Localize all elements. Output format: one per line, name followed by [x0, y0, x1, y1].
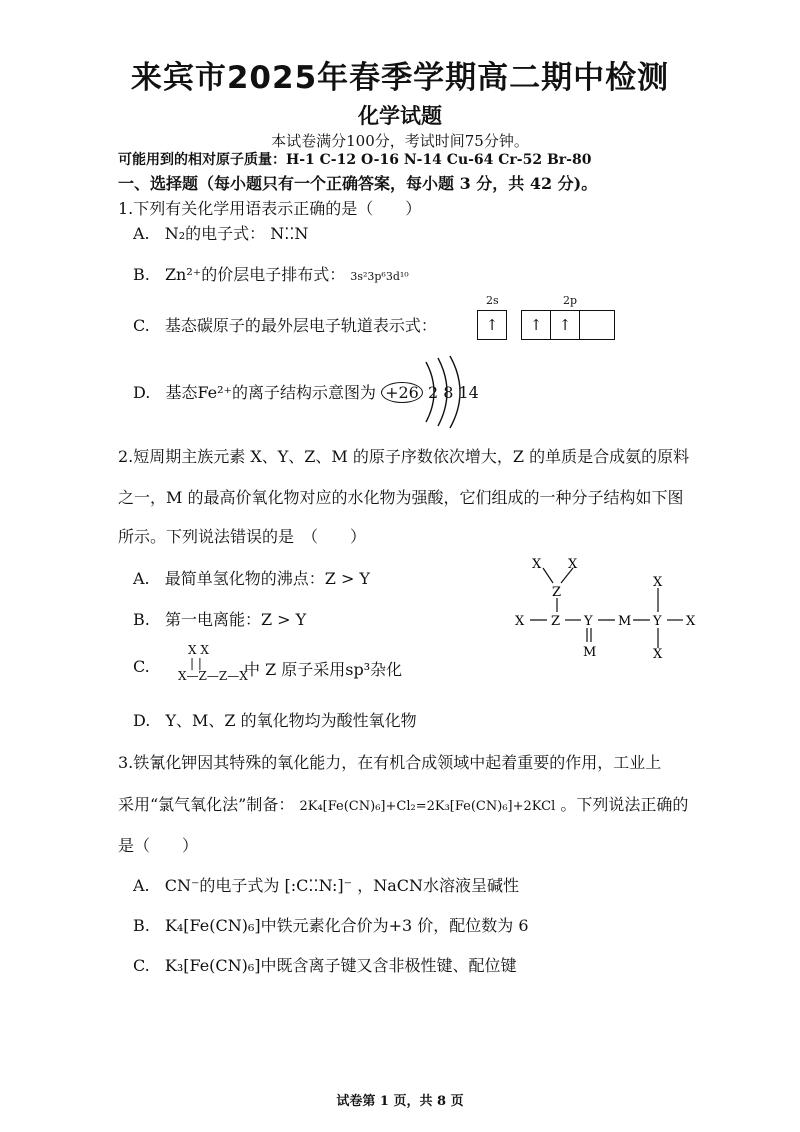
- struct-m-center: M: [618, 614, 632, 629]
- q3-line2-pre: 采用“氯气氧化法”制备：: [118, 795, 295, 814]
- q1-d-label: D.: [133, 383, 151, 402]
- mol-chain-row: X—Z—Z—X: [178, 669, 248, 683]
- orbital-arrow: ↑: [529, 316, 543, 334]
- orbital-arrow: ↑: [558, 316, 572, 334]
- q1-c-label: C.: [133, 316, 150, 335]
- orbital-2p-label: 2p: [563, 294, 578, 307]
- struct-x1: X: [532, 557, 542, 572]
- struct-x-right: X: [686, 614, 696, 629]
- q2-d-label: D.: [133, 711, 151, 730]
- q3-option-b: [133, 913, 529, 936]
- mol-top-row: X X: [188, 643, 209, 657]
- exam-title: 来宾市2025年春季学期高二期中检测: [130, 60, 670, 96]
- orbital-2p-box-2: [550, 310, 580, 340]
- fe-shells: 2 8 14: [427, 383, 479, 402]
- struct-y1: Y: [584, 614, 593, 629]
- orbital-2s-box: [477, 310, 507, 340]
- ion-shell-arcs: [420, 352, 480, 432]
- q3-line1: 3.铁氰化钾因其特殊的氧化能力，在有机合成领域中起着重要的作用，工业上: [118, 753, 662, 772]
- exam-info: 本试卷满分100分，考试时间75分钟。: [271, 132, 529, 150]
- q3-line2: [118, 792, 688, 815]
- struct-x-down: X: [653, 647, 663, 660]
- q2-b-label: B.: [133, 610, 150, 629]
- q1-option-c: [133, 313, 437, 336]
- q2-option-d: [133, 708, 417, 731]
- q3-a-text-post: ，NaCN水溶液呈碱性: [357, 876, 519, 895]
- orbital-2s-label: 2s: [486, 294, 499, 307]
- struct-x-left: X: [515, 614, 525, 629]
- struct-y2: Y: [653, 614, 662, 629]
- orbital-2p-box-1: [521, 310, 551, 340]
- q3-line3: 是（ ）: [118, 836, 199, 855]
- q2-c-text: 中 Z 原子采用sp³杂化: [244, 660, 403, 679]
- struct-z-main: Z: [551, 614, 561, 629]
- q1-a-label: A.: [133, 224, 150, 243]
- exam-subtitle: 化学试题: [358, 103, 442, 128]
- q3-c-text: K₃[Fe(CN)₆]中既含离子键又含非极性键、配位键: [164, 956, 517, 975]
- q2-line2: 之一，M 的最高价氧化物对应的水化物为强酸，它们组成的一种分子结构如下图: [118, 488, 684, 507]
- section-heading: 一、选择题（每小题只有一个正确答案，每小题 3 分，共 42 分)。: [118, 174, 598, 193]
- q1-stem: 1.下列有关化学用语表示正确的是（ ）: [118, 199, 422, 218]
- q3-b-text: K₄[Fe(CN)₆]中铁元素化合价为+3 价，配位数为 6: [164, 916, 529, 935]
- q3-b-label: B.: [133, 916, 150, 935]
- q2-option-b: [133, 607, 306, 630]
- q1-a-formula: N⁚⁚N: [270, 224, 309, 243]
- q1-b-text: Zn²⁺的价层电子排布式：: [164, 265, 346, 284]
- q1-b-label: B.: [133, 265, 150, 284]
- q2-d-text: Y、M、Z 的氧化物均为酸性氧化物: [165, 711, 417, 730]
- q2-b-text: 第一电离能：Z > Y: [164, 610, 307, 629]
- q1-a-text: N₂的电子式：: [164, 224, 266, 243]
- q3-option-c: [133, 953, 517, 976]
- struct-z-top: Z: [552, 585, 562, 600]
- struct-m-bottom: M: [583, 645, 597, 660]
- page-footer: 试卷第 1 页，共 8 页: [336, 1094, 464, 1109]
- fe-nucleus: +26: [381, 382, 423, 403]
- q2-line1: 2.短周期主族元素 X、Y、Z、M 的原子序数依次增大，Z 的单质是合成氨的原料: [118, 447, 690, 466]
- q1-b-formula: 3s²3p⁶3d¹⁰: [350, 270, 409, 283]
- q3-equation: 2K₄[Fe(CN)₆]+Cl₂=2K₃[Fe(CN)₆]+2KCl: [299, 799, 556, 814]
- mol-bond-row: | |: [190, 656, 202, 670]
- q2-structure-diagram: [505, 550, 715, 660]
- orbital-2p-box-3: [579, 310, 615, 340]
- q2-option-a: [133, 566, 370, 589]
- q3-a-formula: [:C⁚⁚N:]⁻: [284, 876, 353, 895]
- q2-line3: 所示。下列说法错误的是 （ ）: [118, 527, 367, 546]
- orbital-arrow: ↑: [485, 316, 499, 334]
- q1-option-b: [133, 262, 409, 285]
- q3-a-text: CN⁻的电子式为: [164, 876, 280, 895]
- q2-a-label: A.: [133, 569, 150, 588]
- q3-option-a: [133, 873, 519, 896]
- q1-d-text: 基态Fe²⁺的离子结构示意图为: [165, 383, 376, 402]
- q1-option-a: [133, 221, 308, 244]
- struct-x-up: X: [653, 575, 663, 590]
- atomic-masses: 可能用到的相对原子质量：H-1 C-12 O-16 N-14 Cu-64 Cr-52 Br-80: [118, 152, 592, 168]
- q2-c-molecule: [178, 644, 248, 683]
- q3-c-label: C.: [133, 956, 150, 975]
- q2-a-text: 最简单氢化物的沸点：Z > Y: [164, 569, 370, 588]
- q3-a-label: A.: [133, 876, 150, 895]
- struct-x2: X: [568, 557, 578, 572]
- q1-c-text: 基态碳原子的最外层电子轨道表示式：: [164, 316, 437, 335]
- q3-line2-post: 。下列说法正确的: [560, 795, 689, 814]
- q2-c-label: C.: [133, 657, 150, 676]
